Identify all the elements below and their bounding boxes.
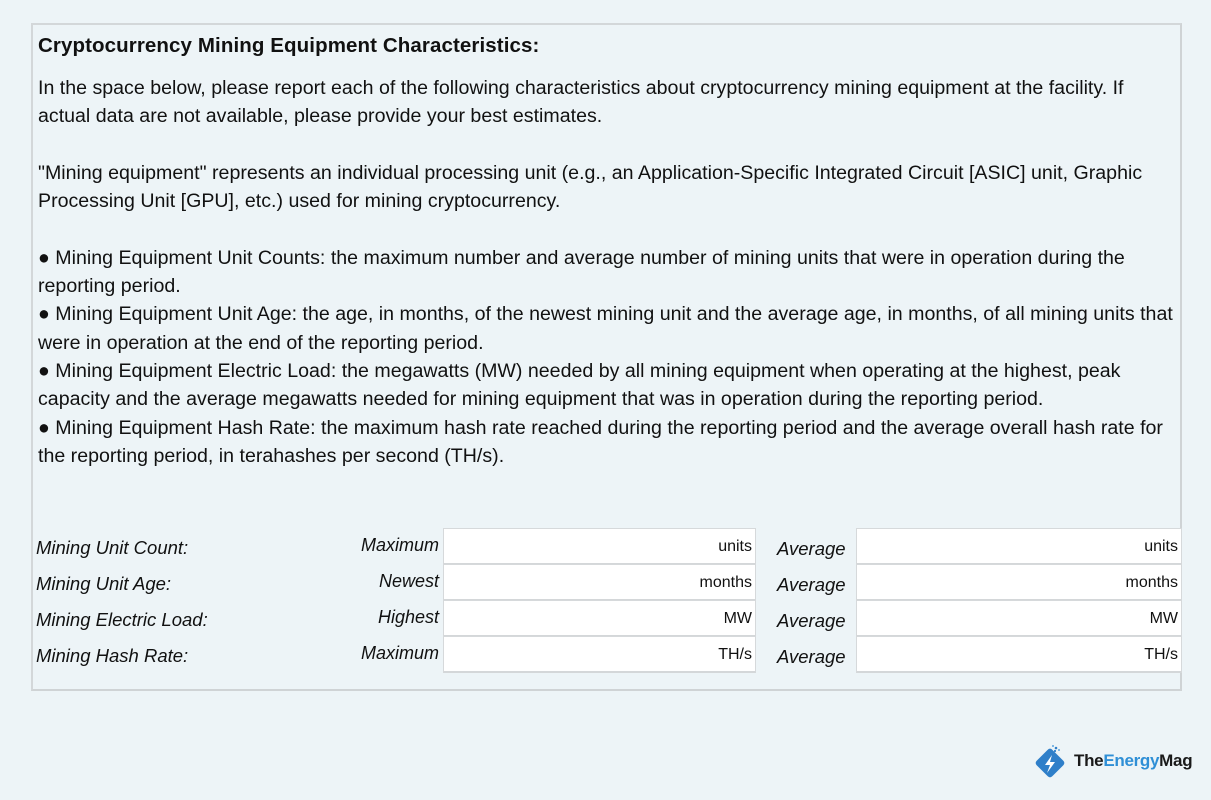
form-row-unit-count bbox=[33, 528, 1180, 564]
row-label: Mining Electric Load: bbox=[36, 609, 208, 630]
electric-load-average-input[interactable] bbox=[856, 600, 1182, 637]
unit-count-average-input[interactable] bbox=[856, 528, 1182, 565]
hash-rate-maximum-input[interactable] bbox=[443, 636, 756, 673]
newest-label: Newest bbox=[378, 571, 439, 591]
average-label: Average bbox=[777, 538, 846, 559]
unit-age-newest-input[interactable] bbox=[443, 564, 756, 601]
bullet-unit-age: ● Mining Equipment Unit Age: the age, in months, of the newest mining unit and the average age, in months, of all mining units that were in operation at the end of the reporting period. bbox=[38, 303, 1173, 354]
maximum-label: Maximum bbox=[360, 643, 439, 663]
theenergymag-logo bbox=[1032, 744, 1192, 778]
unit-count-maximum-input[interactable] bbox=[443, 528, 756, 565]
form-row-unit-age bbox=[33, 564, 1180, 600]
row-label: Mining Unit Age: bbox=[36, 573, 172, 594]
row-label: Mining Hash Rate: bbox=[36, 645, 189, 666]
form-row-hash-rate bbox=[33, 636, 1180, 672]
row-label: Mining Unit Count: bbox=[36, 537, 189, 558]
highest-label: Highest bbox=[377, 607, 439, 627]
logo-text: TheEnergyMag bbox=[1074, 751, 1193, 770]
bullet-hash-rate: ● Mining Equipment Hash Rate: the maximum hash rate reached during the reporting period and the average overall hash rate for the reporting period, in terahashes per second (TH/s). bbox=[38, 416, 1163, 467]
unit-suffix: MW bbox=[723, 610, 752, 627]
bullet-electric-load: ● Mining Equipment Electric Load: the megawatts (MW) needed by all mining equipment when operating at the highest, peak capacity and the average megawatts needed for mining equipment that was in operation during the reporting period. bbox=[38, 359, 1121, 411]
unit-suffix: units bbox=[1144, 538, 1178, 555]
form-row-electric-load bbox=[33, 600, 1180, 636]
unit-suffix: months bbox=[1125, 574, 1178, 591]
mining-equipment-section bbox=[31, 23, 1182, 691]
intro-paragraph: In the space below, please report each of the following characteristics about cryptocurrency mining equipment at the facility. If actual data are not available, please provide your best estimates. bbox=[38, 77, 1124, 128]
average-label: Average bbox=[777, 574, 846, 595]
lightning-diamond-icon bbox=[1032, 743, 1068, 779]
unit-suffix: months bbox=[699, 574, 752, 591]
instructions bbox=[38, 74, 1178, 470]
electric-load-highest-input[interactable] bbox=[443, 600, 756, 637]
average-label: Average bbox=[777, 610, 846, 631]
unit-suffix: units bbox=[718, 538, 752, 555]
average-label: Average bbox=[777, 646, 846, 667]
unit-suffix: TH/s bbox=[1144, 646, 1178, 663]
definition-paragraph: "Mining equipment" represents an individual processing unit (e.g., an Application-Specific Integrated Circuit [ASIC] unit, Graphic Processing Unit [GPU], etc.) used for mining cryptocurrency. bbox=[38, 161, 1143, 213]
unit-age-average-input[interactable] bbox=[856, 564, 1182, 601]
unit-suffix: TH/s bbox=[718, 646, 752, 663]
section-title: Cryptocurrency Mining Equipment Characteristics: bbox=[38, 34, 540, 57]
maximum-label: Maximum bbox=[360, 535, 439, 555]
bullet-unit-counts: ● Mining Equipment Unit Counts: the maximum number and average number of mining units that were in operation during the reporting period. bbox=[38, 246, 1125, 298]
hash-rate-average-input[interactable] bbox=[856, 636, 1182, 673]
unit-suffix: MW bbox=[1149, 610, 1178, 627]
